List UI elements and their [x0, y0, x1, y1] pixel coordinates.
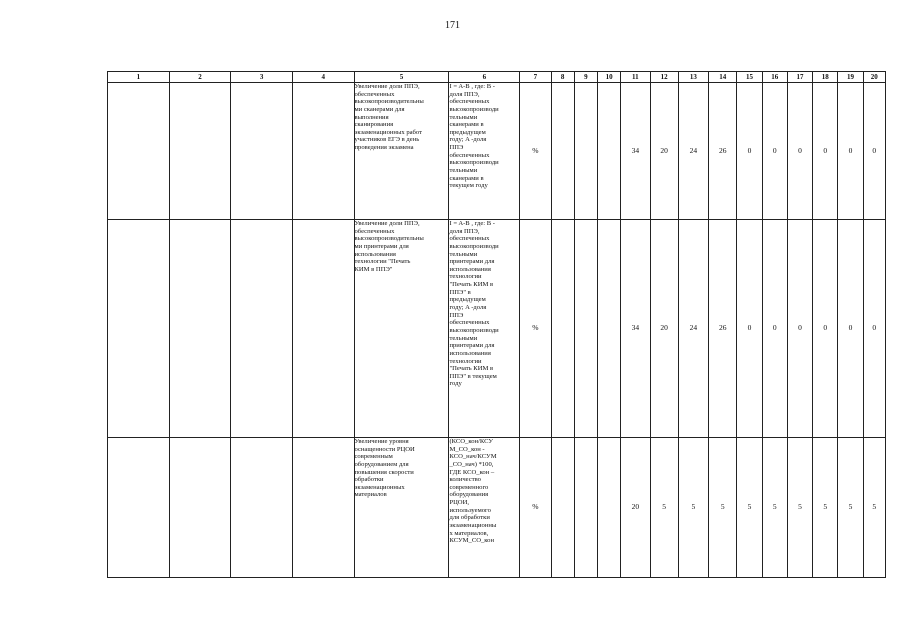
column-header: 13 — [678, 72, 708, 83]
value-cell: 34 — [621, 83, 650, 220]
column-header: 10 — [597, 72, 620, 83]
value-cell: 34 — [621, 220, 650, 438]
table-cell — [574, 83, 597, 220]
value-cell: 20 — [650, 83, 678, 220]
value-cell: 26 — [709, 220, 737, 438]
indicator-formula: I = A-B , где: B - доля ППЭ, обеспеченных высокопроизводи тельными принтерами для использования технологии "Печать КИМ в ППЭ" в предыдущем году; A -доля ППЭ обеспеченных высокопроизводи тельными принтерами для использования технологии "Печать КИМ в ППЭ" в текущем году — [449, 220, 520, 438]
value-cell: 5 — [787, 438, 812, 578]
table-cell — [597, 220, 620, 438]
value-cell: 0 — [813, 83, 838, 220]
table-cell — [597, 83, 620, 220]
value-cell: 0 — [838, 220, 863, 438]
column-header: 18 — [813, 72, 838, 83]
indicator-table — [107, 71, 886, 578]
column-header: 16 — [762, 72, 787, 83]
indicator-name: Увеличение доли ППЭ, обеспеченных высокопроизводительны ми принтерами для использования технологии "Печать КИМ в ППЭ" — [354, 220, 449, 438]
indicator-name: Увеличение доли ППЭ, обеспеченных высокопроизводительны ми сканерами для выполнения сканирования экзаменационных работ участников ЕГЭ в день проведения экзамена — [354, 83, 449, 220]
value-cell: 5 — [709, 438, 737, 578]
value-cell: 20 — [621, 438, 650, 578]
value-cell: 5 — [813, 438, 838, 578]
table-cell — [597, 438, 620, 578]
value-cell: 0 — [787, 220, 812, 438]
value-cell: 5 — [737, 438, 762, 578]
table-cell — [574, 220, 597, 438]
column-header: 2 — [169, 72, 231, 83]
table-cell — [292, 83, 354, 220]
table-row — [108, 83, 886, 220]
table-cell — [231, 438, 293, 578]
column-header: 9 — [574, 72, 597, 83]
column-header: 3 — [231, 72, 293, 83]
table-row — [108, 438, 886, 578]
column-header: 20 — [863, 72, 885, 83]
value-cell: 20 — [650, 220, 678, 438]
column-header: 11 — [621, 72, 650, 83]
column-header: 7 — [520, 72, 551, 83]
table-cell — [551, 220, 574, 438]
column-header: 19 — [838, 72, 863, 83]
table-cell — [169, 438, 231, 578]
value-cell: 24 — [678, 220, 708, 438]
table-cell — [169, 83, 231, 220]
unit-cell: % — [520, 83, 551, 220]
value-cell: 0 — [813, 220, 838, 438]
column-header: 1 — [108, 72, 170, 83]
value-cell: 0 — [737, 83, 762, 220]
column-header: 4 — [292, 72, 354, 83]
table-cell — [574, 438, 597, 578]
table-cell — [108, 438, 170, 578]
value-cell: 24 — [678, 83, 708, 220]
value-cell: 0 — [787, 83, 812, 220]
unit-cell: % — [520, 438, 551, 578]
value-cell: 0 — [762, 220, 787, 438]
column-header: 14 — [709, 72, 737, 83]
table-cell — [551, 438, 574, 578]
value-cell: 5 — [678, 438, 708, 578]
table-row — [108, 220, 886, 438]
table-cell — [292, 438, 354, 578]
value-cell: 5 — [838, 438, 863, 578]
header-row — [108, 72, 886, 83]
value-cell: 0 — [863, 220, 885, 438]
indicator-formula: I = A-B , где: B - доля ППЭ, обеспеченных высокопроизводи тельными сканерами в предыдущем году; A -доля ППЭ обеспеченных высокопроизводи тельными сканерами в текущем году — [449, 83, 520, 220]
table-cell — [231, 83, 293, 220]
unit-cell: % — [520, 220, 551, 438]
table-cell — [108, 83, 170, 220]
column-header: 12 — [650, 72, 678, 83]
table-cell — [231, 220, 293, 438]
page-number: 171 — [445, 20, 460, 31]
value-cell: 0 — [737, 220, 762, 438]
column-header: 6 — [449, 72, 520, 83]
table-cell — [108, 220, 170, 438]
table-cell — [169, 220, 231, 438]
column-header: 8 — [551, 72, 574, 83]
value-cell: 5 — [863, 438, 885, 578]
value-cell: 26 — [709, 83, 737, 220]
column-header: 5 — [354, 72, 449, 83]
column-header: 17 — [787, 72, 812, 83]
indicator-formula: (КСО_кон/КСУ М_СО_кон - КСО_нач/КСУМ _СО_нач) *100, ГДЕ КСО_кон – количество современного оборудования РЦОИ, используемого для обработки экзаменационны х материалов, КСУМ_СО_кон — [449, 438, 520, 578]
table-cell — [551, 83, 574, 220]
value-cell: 0 — [762, 83, 787, 220]
value-cell: 0 — [838, 83, 863, 220]
value-cell: 5 — [650, 438, 678, 578]
column-header: 15 — [737, 72, 762, 83]
table-cell — [292, 220, 354, 438]
value-cell: 5 — [762, 438, 787, 578]
indicator-name: Увеличение уровня оснащенности РЦОИ современным оборудованием для повышения скорости обработки экзаменационных материалов — [354, 438, 449, 578]
value-cell: 0 — [863, 83, 885, 220]
